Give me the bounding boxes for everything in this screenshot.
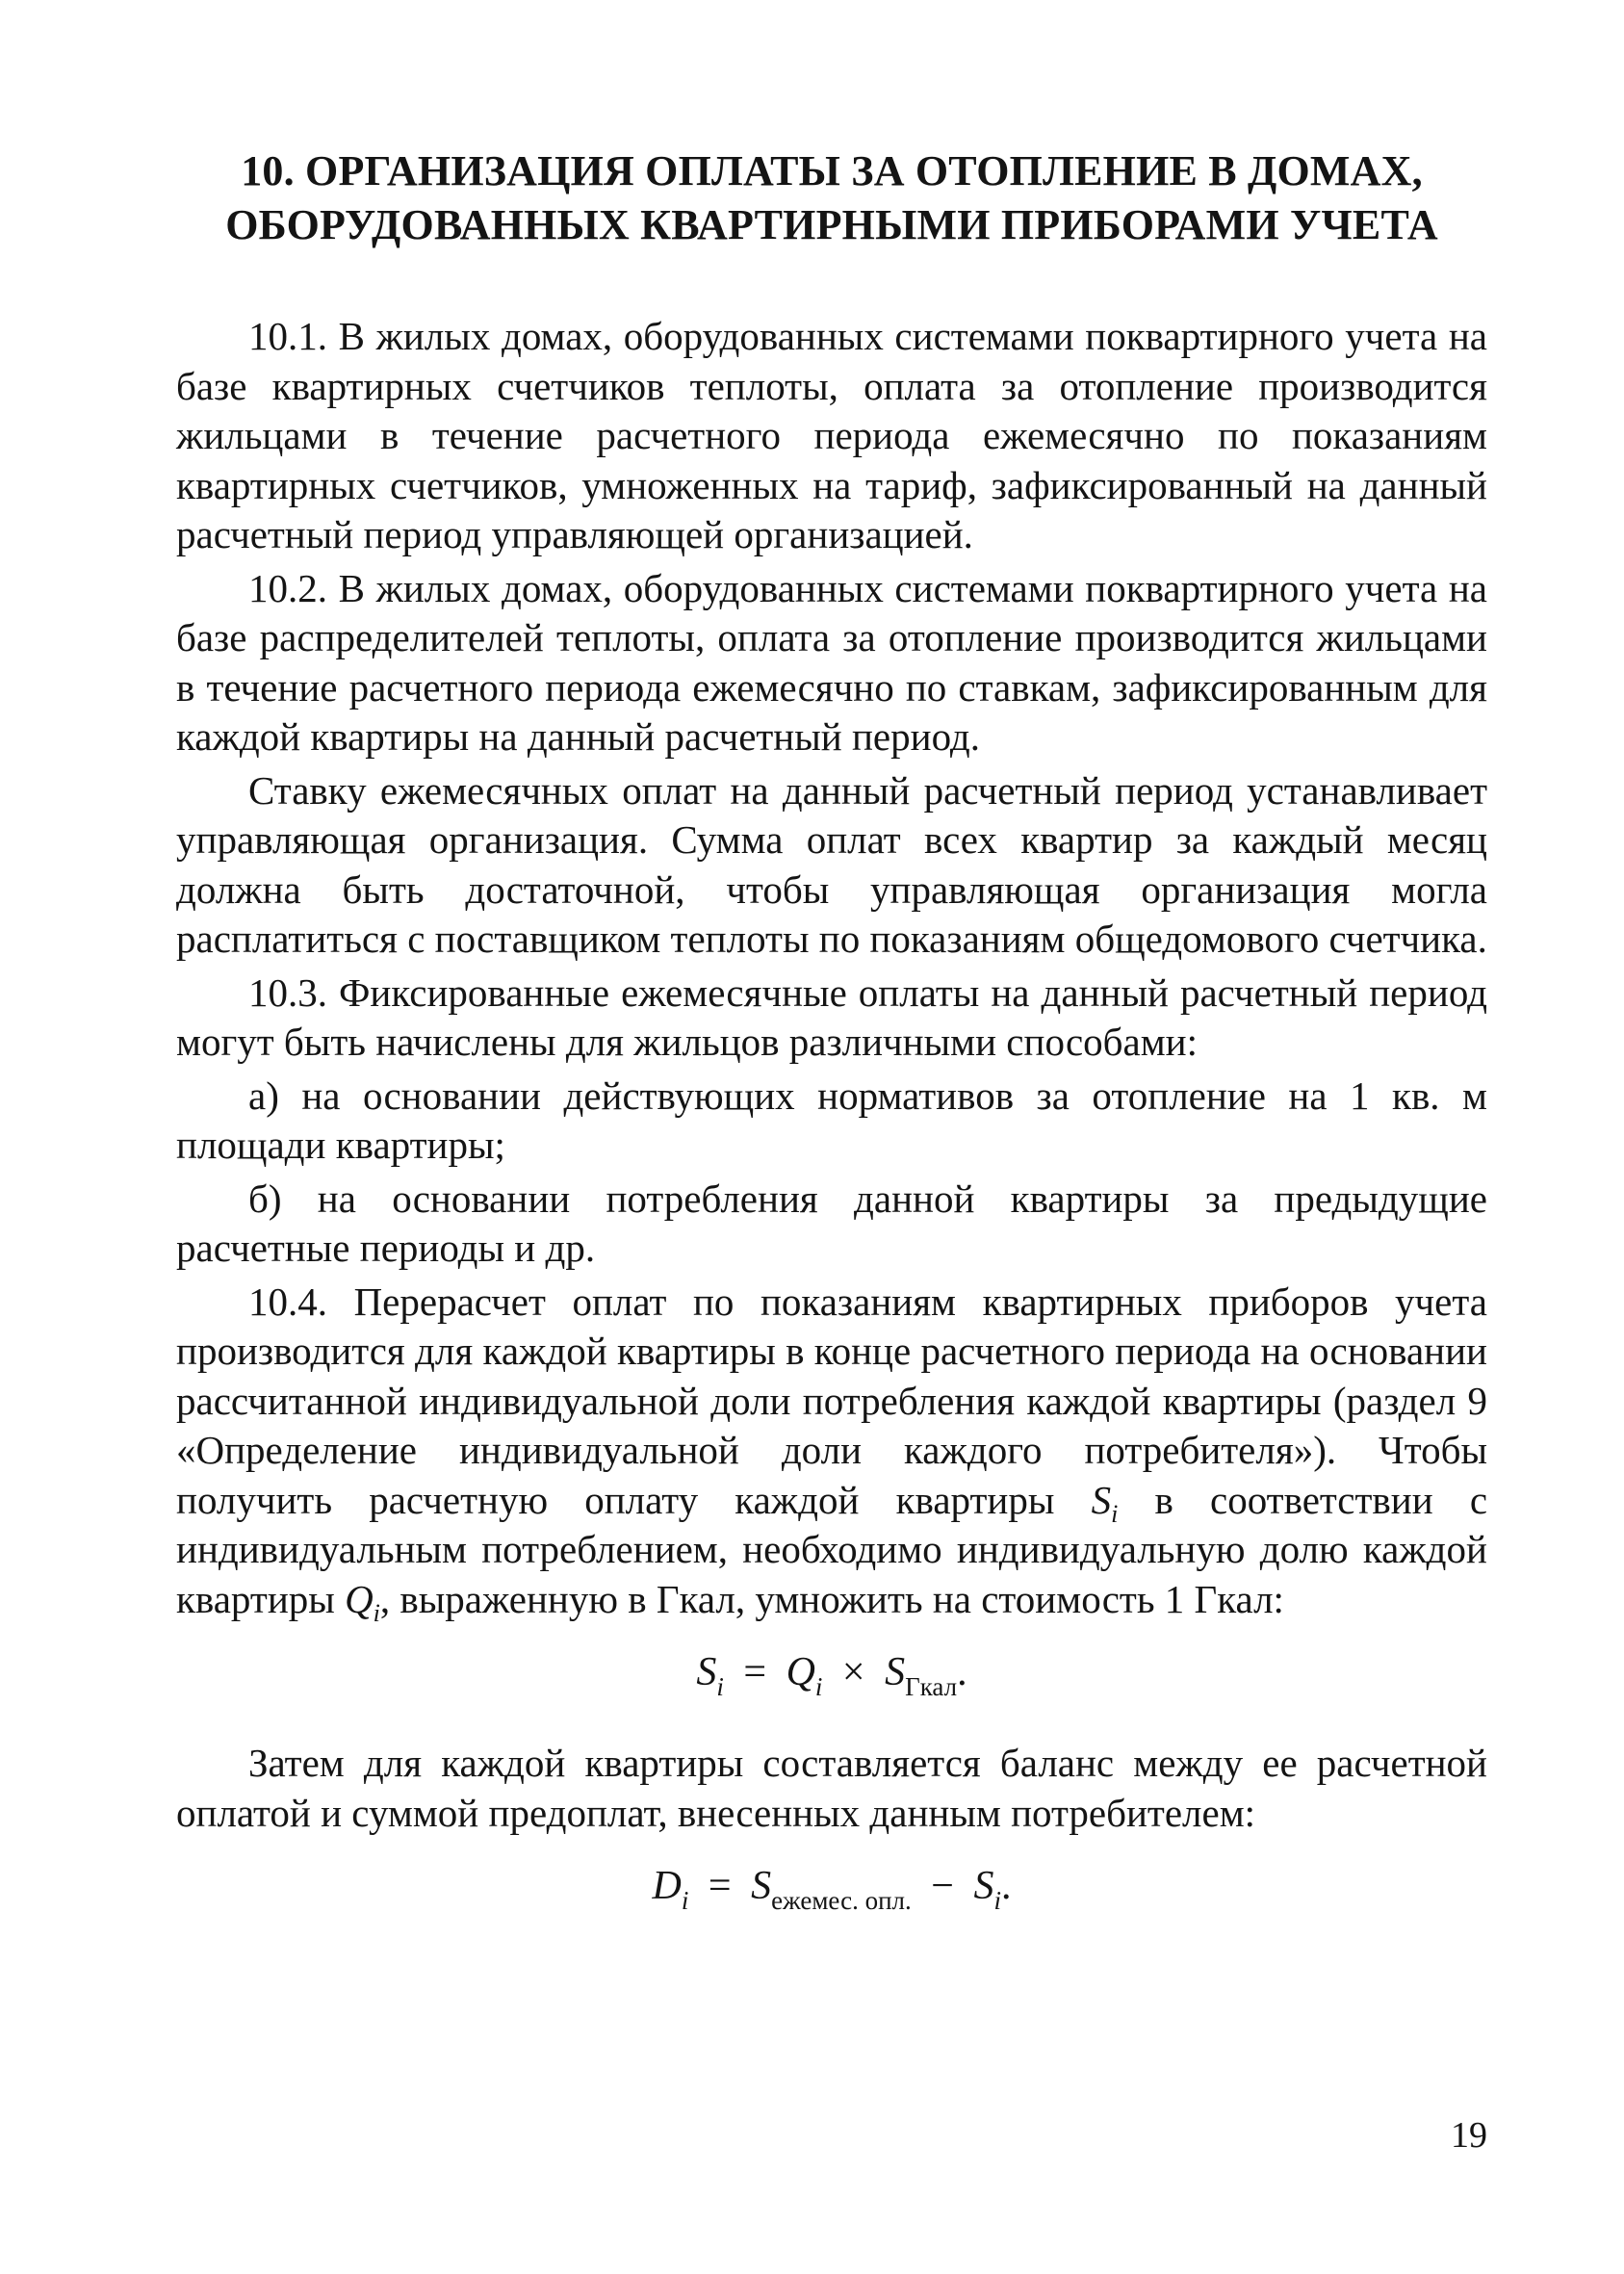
- paragraph-10-4: [176, 1278, 1487, 1625]
- section-heading: [176, 144, 1487, 252]
- variable-s-i: $S_i$: [1091, 1477, 1119, 1528]
- document-page: [176, 144, 1487, 1952]
- paragraph-10-4-part-c: , выраженную в Гкал, умножить на стоимость 1 Гкал:: [379, 1576, 1284, 1621]
- paragraph-10-2: 10.2. В жилых домах, оборудованных системами поквартирного учета на базе распределителей теплоты, оплата за отопление производится жильцами в течение расчетного периода ежемесячно по ставкам, зафиксированным для каждой квартиры на данный расчетный период.: [176, 565, 1487, 759]
- variable-q-i: $Q_i$: [345, 1576, 380, 1627]
- paragraph-10-4-part-a: 10.4. Перерасчет оплат по показаниям квартирных приборов учета производится для каждой квартиры в конце расчетного периода на основании рассчитанной индивидуальной доли потребления каждой квартиры (раздел 9 «Определение индивидуальной доли каждого потребителя»). Чтобы получить расчетную оплату каждой квартиры: [176, 1279, 1487, 1522]
- page-number: 19: [1451, 2115, 1487, 2156]
- formula-balance: $D_i = S_{ежемес. опл.} - S_i$.: [652, 1864, 1012, 1915]
- paragraph-balance: Затем для каждой квартиры составляется баланс между ее расчетной оплатой и суммой предоплат, внесенных данным потребителем:: [176, 1741, 1487, 1835]
- list-item-b: б) на основании потребления данной квартиры за предыдущие расчетные периоды и др.: [176, 1176, 1487, 1270]
- heading-line-1: 10. ОРГАНИЗАЦИЯ ОПЛАТЫ ЗА ОТОПЛЕНИЕ В ДОМАХ,: [241, 147, 1423, 194]
- paragraph-rate: Ставку ежемесячных оплат на данный расчетный период устанавливает управляющая организация. Сумма оплат всех квартир за каждый месяц должна быть достаточной, чтобы управляющая организация могла расплатиться с поставщиком теплоты по показаниям общедомового счетчика.: [176, 767, 1487, 961]
- heading-line-2: ОБОРУДОВАННЫХ КВАРТИРНЫМИ ПРИБОРАМИ УЧЕТА: [225, 201, 1438, 248]
- list-item-a: а) на основании действующих нормативов за отопление на 1 кв. м площади квартиры;: [176, 1072, 1487, 1167]
- paragraph-10-1: 10.1. В жилых домах, оборудованных системами поквартирного учета на базе квартирных счетчиков теплоты, оплата за отопление производится жильцами в течение расчетного периода ежемесячно по показаниям квартирных счетчиков, умноженных на тариф, зафиксированный на данный расчетный период управляющей организацией.: [176, 314, 1487, 556]
- paragraph-10-3: 10.3. Фиксированные ежемесячные оплаты на данный расчетный период могут быть начислены для жильцов различными способами:: [176, 969, 1487, 1064]
- paragraph-10-4-part-b: в соответствии с индивидуальным потреблением, необходимо индивидуальную долю каждой квартиры: [176, 1477, 1488, 1621]
- formula-payment: $S_i = Q_i \times S_{Гкал}$.: [696, 1650, 967, 1701]
